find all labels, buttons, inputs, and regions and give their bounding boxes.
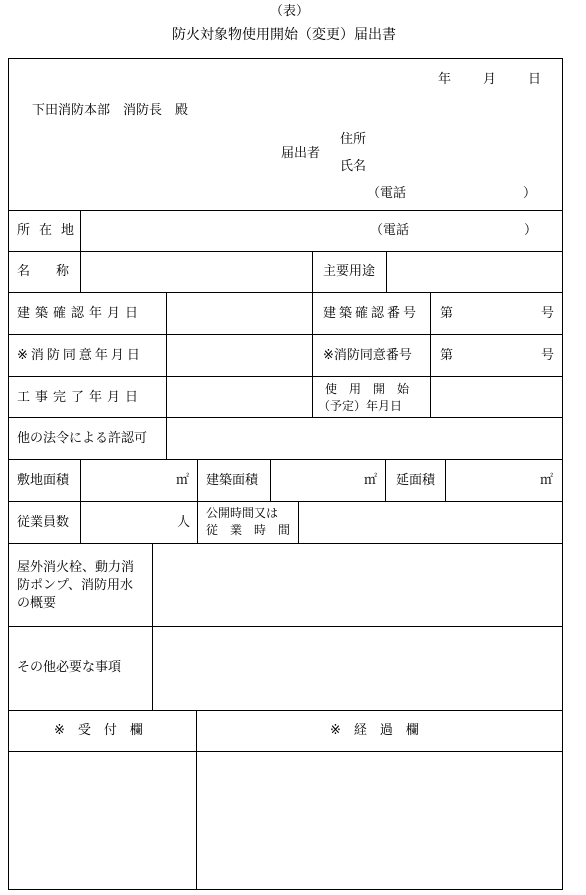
form-label: （表） <box>270 4 310 19</box>
no-prefix-2: 第 <box>440 348 454 363</box>
use-start-label-2: （予定）年月日 <box>318 399 403 413</box>
other-law-field[interactable] <box>167 418 562 459</box>
building-area-field[interactable] <box>271 460 363 501</box>
no-suffix-1: 号 <box>541 306 555 321</box>
unit-person: 人 <box>177 515 191 530</box>
employees-label: 従業員数 <box>17 515 70 530</box>
open-hours-label-1: 公開時間又は <box>206 506 279 520</box>
address-label: 住所 <box>340 132 367 147</box>
col-divider <box>197 459 198 543</box>
other-law-label: 他の法令による許認可 <box>17 431 148 446</box>
form-title: 防火対象物使用開始（変更）届出書 <box>172 27 396 43</box>
location-field[interactable] <box>81 211 562 251</box>
reception-field[interactable] <box>9 752 195 889</box>
name-field-label: 名 称 <box>17 264 70 279</box>
build-confirm-date-field[interactable] <box>167 293 312 334</box>
build-confirm-no-label: 建築確認番号 <box>323 306 420 321</box>
name-label: 氏名 <box>340 159 367 174</box>
location-phone-open: （電話 <box>370 223 410 238</box>
unit-m2-1: ㎡ <box>176 473 190 488</box>
notifier-label: 届出者 <box>281 146 321 161</box>
construction-done-label: 工事完了年月日 <box>17 390 144 405</box>
col-divider <box>385 459 386 501</box>
floor-area-field[interactable] <box>446 460 538 501</box>
use-start-label-1: 使 用 開 始 <box>325 382 410 396</box>
main-use-field[interactable] <box>387 252 562 292</box>
use-start-field[interactable] <box>431 377 562 417</box>
addressee-text: 下田消防本部 消防長 殿 <box>32 103 189 118</box>
progress-label: ※ 経 過 欄 <box>330 723 419 738</box>
reception-label: ※ 受 付 欄 <box>54 723 143 738</box>
no-suffix-2: 号 <box>541 348 555 363</box>
build-confirm-no-field[interactable] <box>455 293 535 334</box>
main-use-label: 主要用途 <box>323 264 376 279</box>
floor-area-label: 延面積 <box>396 473 436 488</box>
outdoor-label-1: 屋外消火栓、動力消 <box>17 560 135 575</box>
progress-field[interactable] <box>197 752 562 889</box>
phone-open-text: （電話 <box>367 186 407 201</box>
open-hours-field[interactable] <box>299 502 562 543</box>
date-day-label: 日 <box>528 72 542 87</box>
fire-consent-no-label: ※消防同意番号 <box>323 348 412 363</box>
outdoor-label-2: 防ポンプ、消防用水 <box>17 578 133 593</box>
fire-consent-no-field[interactable] <box>455 335 535 376</box>
location-label: 所在地 <box>17 223 84 238</box>
date-month-label: 月 <box>483 72 497 87</box>
other-items-label: その他必要な事項 <box>17 660 122 675</box>
other-items-field[interactable] <box>153 627 562 710</box>
col-divider <box>312 292 313 417</box>
col-divider <box>312 251 313 292</box>
outdoor-equipment-field[interactable] <box>153 544 562 626</box>
fire-consent-date-field[interactable] <box>167 335 312 376</box>
fire-consent-date-label: ※消防同意年月日 <box>17 348 143 363</box>
site-area-field[interactable] <box>81 460 174 501</box>
employees-field[interactable] <box>81 502 175 543</box>
construction-done-field[interactable] <box>167 377 312 417</box>
site-area-label: 敷地面積 <box>17 473 70 488</box>
outdoor-label-3: の概要 <box>17 596 57 611</box>
no-prefix-1: 第 <box>440 306 454 321</box>
phone-close-text: ） <box>523 186 537 201</box>
building-area-label: 建築面積 <box>206 473 259 488</box>
build-confirm-date-label: 建築確認年月日 <box>17 306 144 321</box>
unit-m2-2: ㎡ <box>364 473 378 488</box>
date-year-label: 年 <box>438 72 452 87</box>
open-hours-label-2: 従 業 時 間 <box>206 523 291 537</box>
name-field[interactable] <box>81 252 312 292</box>
location-phone-close: ） <box>524 223 538 238</box>
unit-m2-3: ㎡ <box>540 473 554 488</box>
